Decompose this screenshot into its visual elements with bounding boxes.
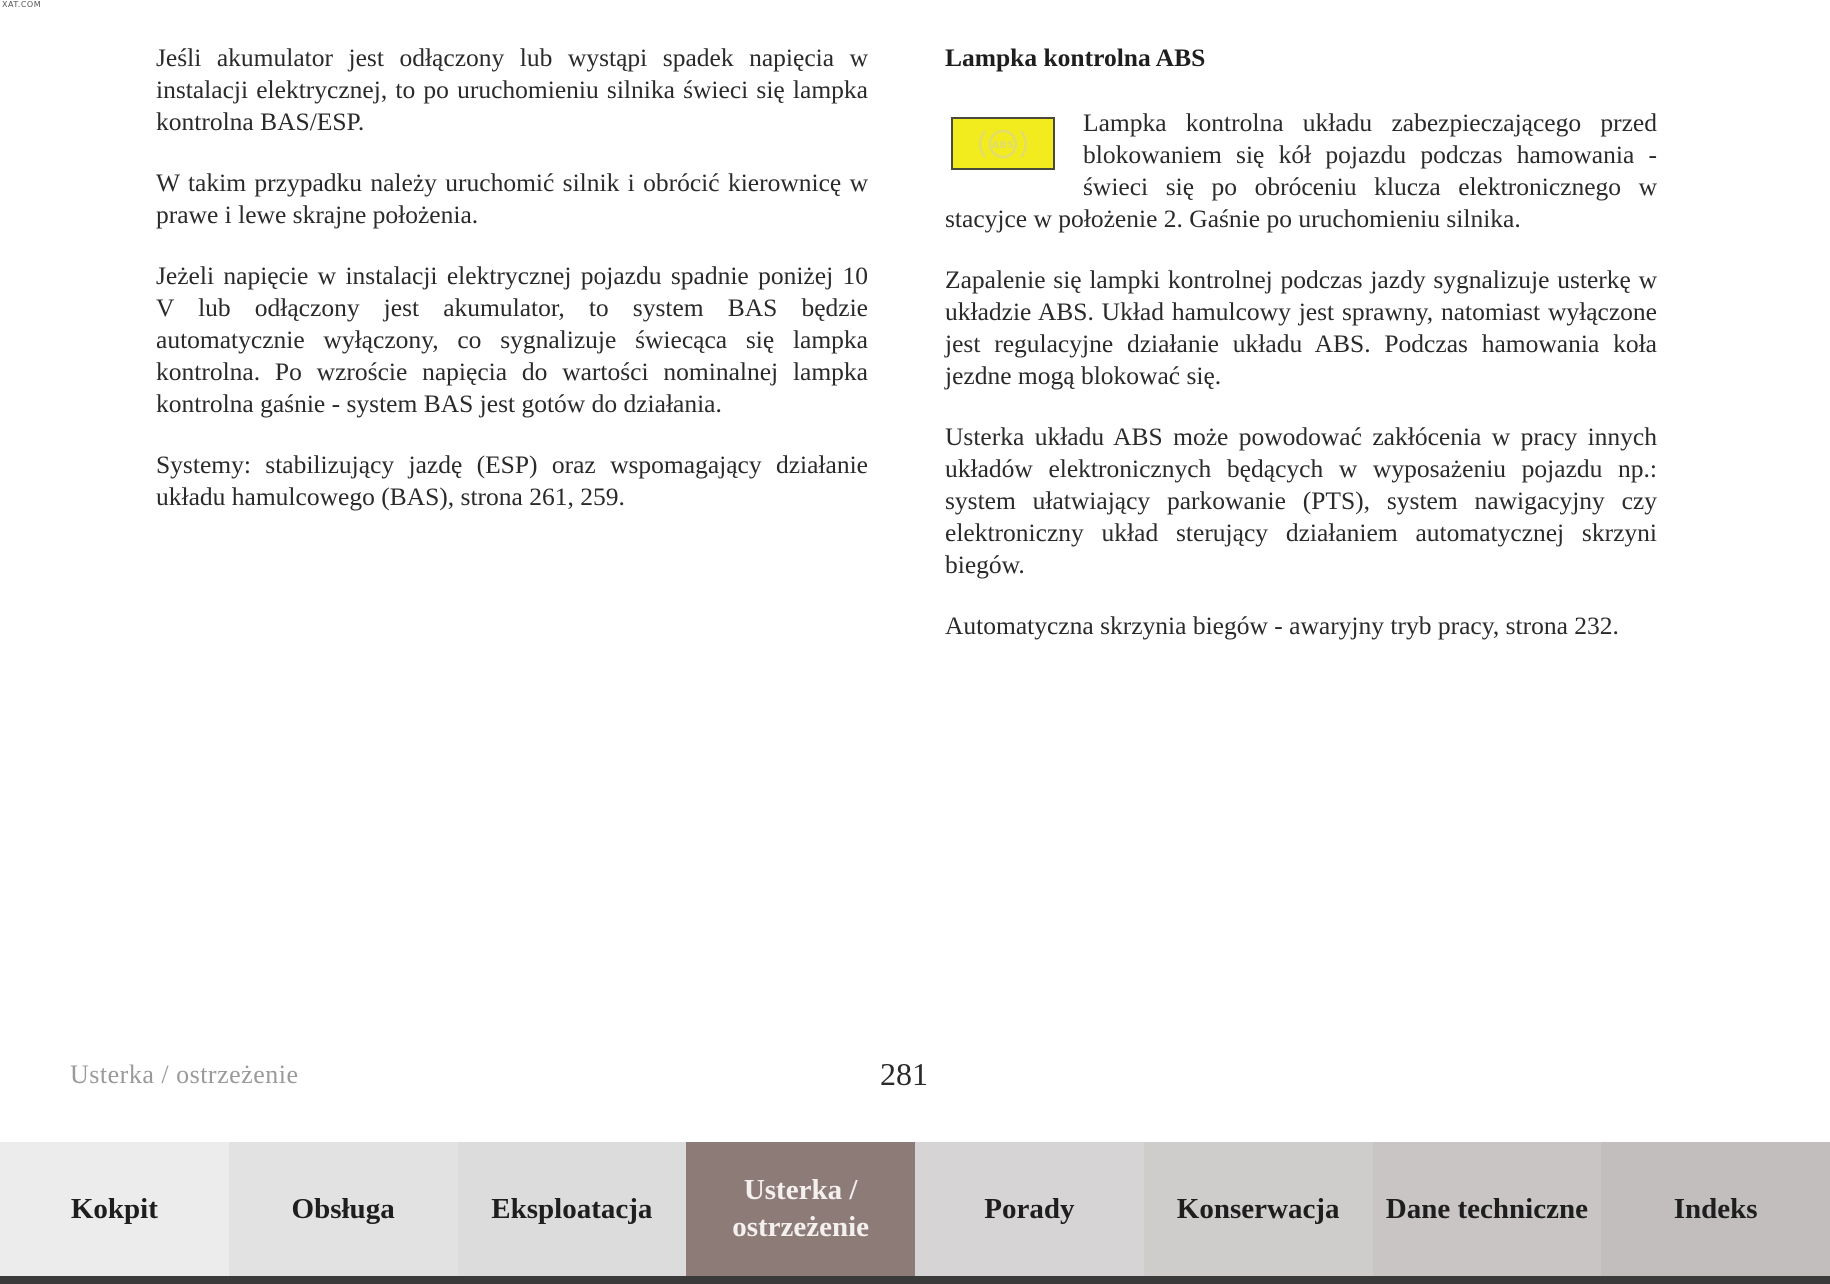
tab-indeks[interactable]: Indeks	[1601, 1142, 1830, 1276]
section-title: Lampka kontrolna ABS	[945, 43, 1206, 72]
abs-warning-lamp-icon	[951, 117, 1055, 170]
tab-dane-techniczne[interactable]: Dane techniczne	[1373, 1142, 1602, 1276]
paragraph: Jeśli akumulator jest odłączony lub wystąpi spadek napięcia w instalacji elektrycznej, to po uruchomieniu silnika świeci się lampka kontrolna BAS/ESP.	[156, 43, 868, 136]
bottom-border	[0, 1276, 1830, 1284]
paragraph: Usterka układu ABS może powodować zakłócenia w pracy innych układów elektronicznych będących w wyposażeniu pojazdu np.: system ułatwiający parkowanie (PTS), system nawigacyjny czy elektroniczny układ sterujący działaniem automatycznej skrzyni biegów.	[945, 422, 1657, 579]
page-number: 281	[880, 1056, 928, 1092]
tab-porady[interactable]: Porady	[915, 1142, 1144, 1276]
paragraph: Lampka kontrolna układu zabezpieczającego przed blokowaniem się kół pojazdu podczas hamowania - świeci się po obróceniu klucza elektronicznego w stacyjce w położenie 2. Gaśnie po uruchomieniu silnika.	[945, 108, 1657, 233]
watermark: XAT.COM	[2, 0, 42, 9]
tab-kokpit[interactable]: Kokpit	[0, 1142, 229, 1276]
right-column	[945, 42, 1657, 671]
footer-section-label: Usterka / ostrzeżenie	[70, 1060, 299, 1089]
chapter-nav	[0, 1142, 1830, 1276]
paragraph: Zapalenie się lampki kontrolnej podczas jazdy sygnalizuje usterkę w układzie ABS. Układ hamulcowy jest sprawny, natomiast wyłączone jest regulacyjne działanie układu ABS. Podczas hamowania koła jezdne mogą blokować się.	[945, 265, 1657, 390]
paragraph: Automatyczna skrzynia biegów - awaryjny tryb pracy, strona 232.	[945, 611, 1619, 640]
tab-eksploatacja[interactable]: Eksploatacja	[458, 1142, 687, 1276]
paragraph: W takim przypadku należy uruchomić silnik i obrócić kierownicę w prawe i lewe skrajne położenia.	[156, 168, 868, 229]
abs-symbol-icon	[972, 123, 1034, 165]
tab-usterka-ostrzezenie[interactable]: Usterka / ostrzeżenie	[686, 1142, 915, 1276]
tab-obsluga[interactable]: Obsługa	[229, 1142, 458, 1276]
tab-konserwacja[interactable]: Konserwacja	[1144, 1142, 1373, 1276]
paragraph: Systemy: stabilizujący jazdę (ESP) oraz wspomagający działanie układu hamulcowego (BAS), strona 261, 259.	[156, 450, 868, 511]
left-column	[156, 42, 868, 542]
abs-label: ABS	[991, 139, 1015, 151]
paragraph: Jeżeli napięcie w instalacji elektrycznej pojazdu spadnie poniżej 10 V lub odłączony jest akumulator, to system BAS będzie automatycznie wyłączony, co sygnalizuje świecąca się lampka kontrolna. Po wzroście napięcia do wartości nominalnej lampka kontrolna gaśnie - system BAS jest gotów do działania.	[156, 261, 868, 418]
